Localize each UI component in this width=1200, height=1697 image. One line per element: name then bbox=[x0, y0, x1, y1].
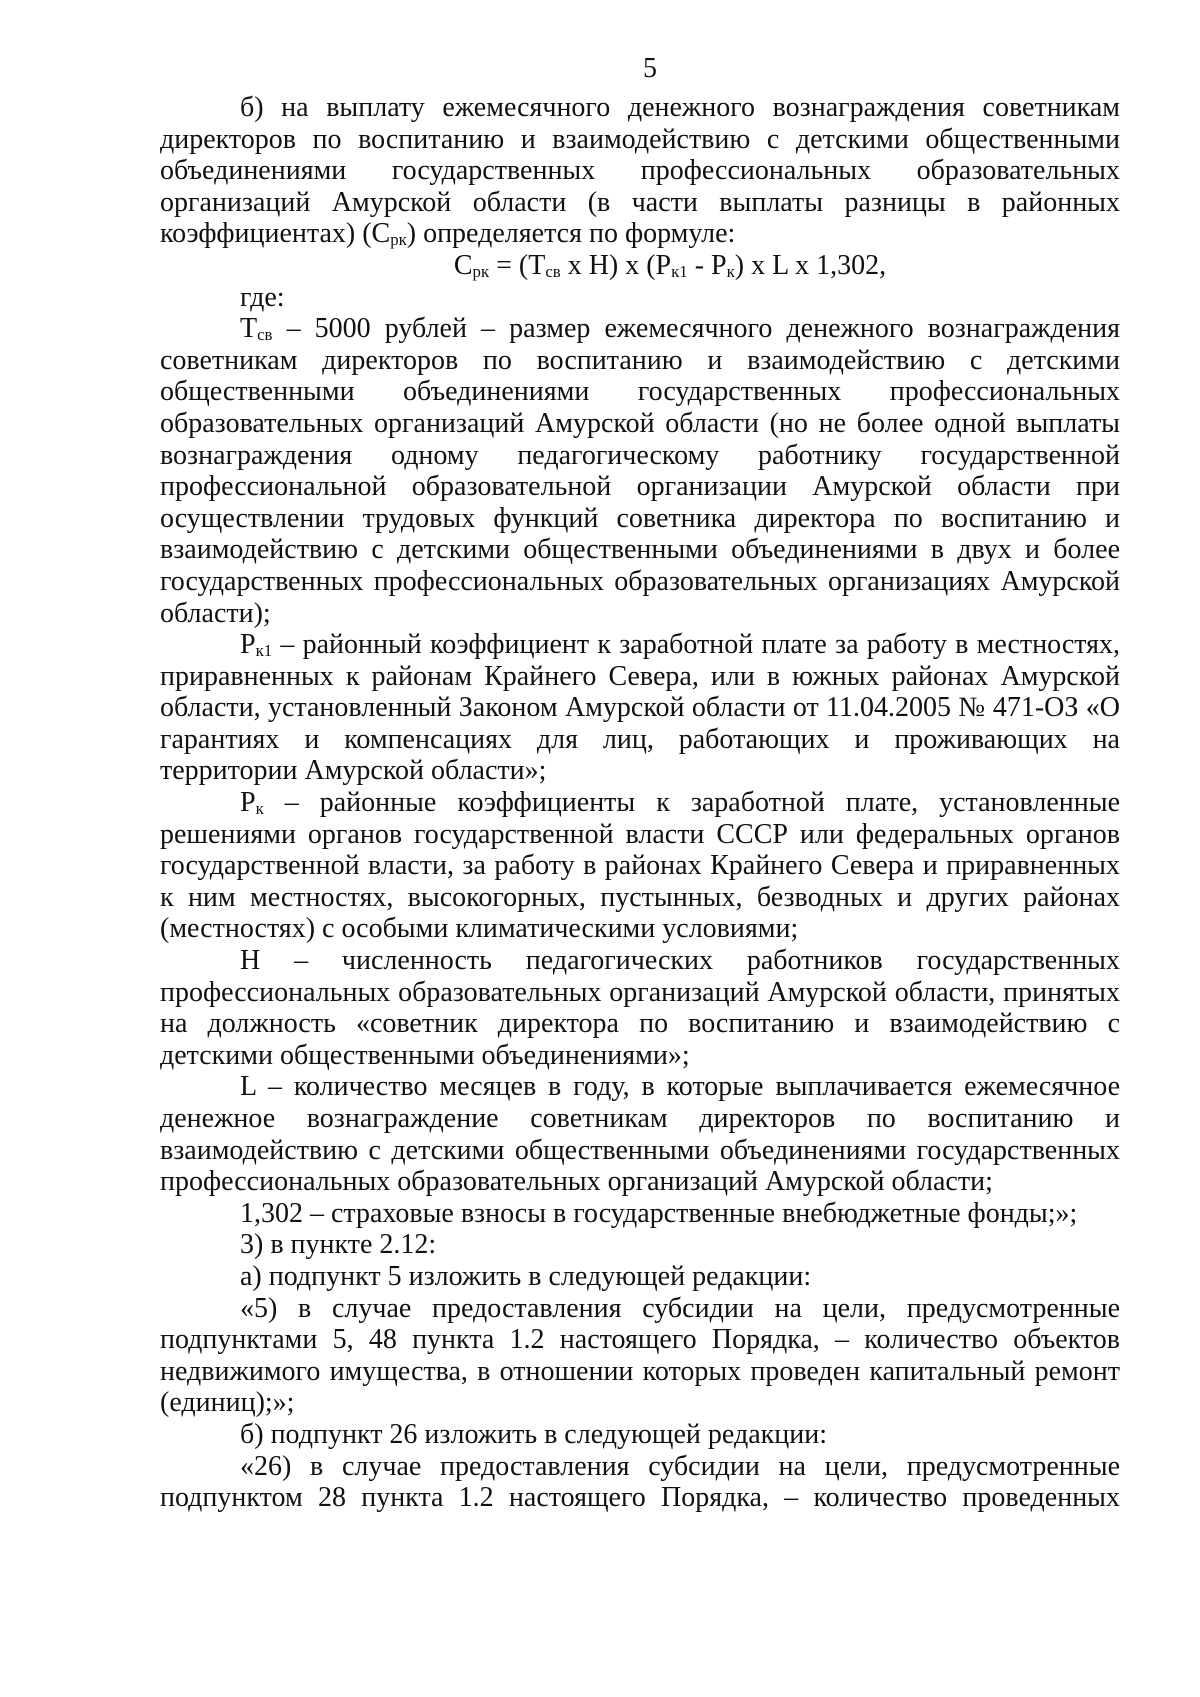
paragraph-text: б) на выплату ежемесячного денежного вознаграждения советникам директоров по воспитанию и взаимодействию с детскими общественными объединениями государственных профессиональных образовательных организаций Амурской области (в части выплаты разницы в районных коэффициентах) (С bbox=[160, 92, 1120, 250]
formula-part: ) х L х 1,302, bbox=[734, 249, 887, 281]
paragraph-b-payment bbox=[160, 92, 1120, 250]
paragraph-rk1 bbox=[160, 629, 1120, 787]
formula bbox=[220, 250, 1120, 282]
paragraph-quote-5: «5) в случае предоставления субсидии на цели, предусмотренные подпунктами 5, 48 пункта 1.2 настоящего Порядка, – количество объектов недвижимого имущества, в отношении которых проведен капитальный ремонт (единиц);»; bbox=[160, 1292, 1120, 1419]
paragraph-h: Н – численность педагогических работников государственных профессиональных образовательных организаций Амурской области, принятых на должность «советник директора по воспитанию и взаимодействию с детскими общественными объединениями»; bbox=[160, 945, 1120, 1071]
paragraph-tsv bbox=[160, 313, 1120, 629]
paragraph-where: где: bbox=[240, 281, 285, 313]
formula-subscript: рк bbox=[472, 261, 490, 281]
formula-symbol: С bbox=[453, 249, 473, 281]
variable-symbol: Т bbox=[240, 313, 258, 345]
paragraph-item-3: 3) в пункте 2.12: bbox=[240, 1229, 437, 1261]
subscript: св bbox=[257, 325, 273, 345]
formula-subscript: св bbox=[545, 261, 561, 281]
subscript: рк bbox=[390, 230, 407, 250]
formula-subscript: к bbox=[726, 261, 735, 281]
paragraph-item-3a: а) подпункт 5 изложить в следующей редакции: bbox=[240, 1260, 812, 1292]
paragraph-text: ) определяется по формуле: bbox=[406, 218, 736, 250]
document-body bbox=[160, 92, 1120, 1514]
subscript: к1 bbox=[255, 641, 273, 661]
paragraph-text: – 5000 рублей – размер ежемесячного денежного вознаграждения советникам директоров по воспитанию и взаимодействию с детскими общественными объединениями государственных профессиональных образовательных организаций Амурской области (но не более одной выплаты вознаграждения одному педагогическому работнику государственной профессиональной образовательной организации Амурской области при осуществлении трудовых функций советника директора по воспитанию и взаимодействию с детскими общественными объединениями в двух и более государственных профессиональных образовательных организациях Амурской области); bbox=[160, 313, 1120, 629]
subscript: к bbox=[255, 799, 264, 819]
variable-symbol: Р bbox=[240, 787, 256, 819]
formula-part: х Н) х (Р bbox=[560, 249, 672, 281]
paragraph-text: – районные коэффициенты к заработной плате, установленные решениями органов государственной власти СССР или федеральных органов государственной власти, за работу в районах Крайнего Севера и приравненных к ним местностях, высокогорных, пустынных, безводных и других районах (местностях) с особыми климатическими условиями; bbox=[160, 787, 1120, 945]
paragraph-text: – районный коэффициент к заработной плате за работу в местностях, приравненных к районам Крайнего Севера, или в южных районах Амурской области, установленный Законом Амурской области от 11.04.2005 № 471-ОЗ «О гарантиях и компенсациях для лиц, работающих и проживающих на территории Амурской области»; bbox=[160, 629, 1120, 787]
formula-part: - Р bbox=[687, 249, 727, 281]
paragraph-rk bbox=[160, 787, 1120, 945]
page-number: 5 bbox=[643, 53, 657, 84]
formula-subscript: к1 bbox=[671, 261, 688, 281]
formula-part: = (Т bbox=[489, 249, 546, 281]
variable-symbol: Р bbox=[240, 629, 256, 661]
paragraph-insurance: 1,302 – страховые взносы в государственные внебюджетные фонды;»; bbox=[240, 1197, 1078, 1229]
paragraph-quote-26: «26) в случае предоставления субсидии на цели, предусмотренные подпунктом 28 пункта 1.2 настоящего Порядка, – количество проведенных bbox=[160, 1450, 1120, 1514]
paragraph-l: L – количество месяцев в году, в которые выплачивается ежемесячное денежное вознаграждение советникам директоров по воспитанию и взаимодействию с детскими общественными объединениями государственных профессиональных образовательных организаций Амурской области; bbox=[160, 1071, 1120, 1198]
paragraph-item-3b: б) подпункт 26 изложить в следующей редакции: bbox=[240, 1418, 827, 1450]
